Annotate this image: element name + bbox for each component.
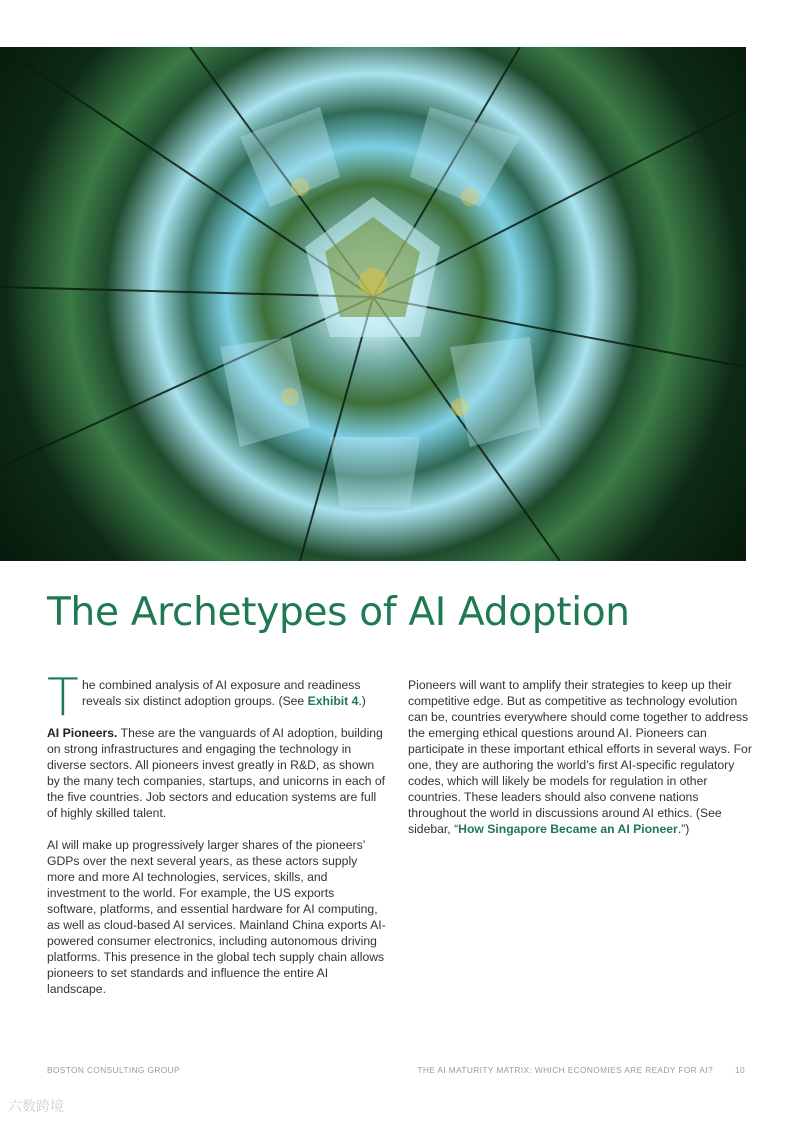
- paragraph-3-tail: .”): [677, 822, 690, 836]
- body-paragraph-2: AI will make up progressively larger shares of the pioneers’ GDPs over the next several years, as these actors supply more and more AI technologies, services, skills, and investment to the world. For example, the US exports software, platforms, and essential hardware for AI computing, as well as cloud-based AI services. Mainland China exports AI-powered consumer electronics, including autonomous driving platforms. This presence in the global tech supply chain allows pioneers to set standards and influence the entire AI landscape.: [47, 838, 386, 996]
- hero-image: [0, 47, 746, 561]
- ai-pioneers-text: These are the vanguards of AI adoption, building on strong infrastructures and engaging the technology in diverse sectors. All pioneers invest greatly in R&D, as shown by the many tech companies, startups, and unicorns in each of the five countries. Job sectors and education systems are full of highly skilled talent.: [47, 726, 386, 820]
- footer-report-title-text: THE AI MATURITY MATRIX: WHICH ECONOMIES ARE READY FOR AI?: [417, 1065, 713, 1075]
- paragraph-3-text: Pioneers will want to amplify their strategies to keep up their competitive edge. But as competitive as technology evolution can be, countries everywhere should come together to address the emerging ethical questions around AI. Pioneers can participate in these important ethical efforts in several ways. For one, they are authoring the world’s first AI-specific regulatory codes, which will likely be models for regulation in other countries. These leaders should also convene nations throughout the world in discussions around AI ethics. (See sidebar, “: [408, 678, 752, 836]
- kaleidoscope-illustration: [0, 47, 746, 561]
- footer-report-title: [417, 1065, 745, 1075]
- ai-pioneers-heading: AI Pioneers.: [47, 726, 118, 740]
- body-paragraph-3: [408, 677, 753, 837]
- intro-tail: .): [358, 694, 366, 708]
- watermark: 六数跨境: [8, 1099, 64, 1115]
- intro-paragraph: [47, 668, 387, 728]
- exhibit-4-link[interactable]: Exhibit 4: [307, 694, 359, 708]
- footer-publisher: BOSTON CONSULTING GROUP: [47, 1065, 180, 1075]
- left-column: [47, 668, 387, 1013]
- intro-text: he combined analysis of AI exposure and readiness reveals six distinct adoption groups. (See: [82, 678, 361, 708]
- right-column: [408, 677, 753, 853]
- page-number: 10: [734, 1065, 745, 1075]
- page-title: The Archetypes of AI Adoption: [47, 590, 630, 635]
- ai-pioneers-paragraph: [47, 725, 387, 821]
- singapore-sidebar-link[interactable]: How Singapore Became an AI Pioneer: [458, 822, 678, 836]
- drop-cap: T: [47, 668, 79, 728]
